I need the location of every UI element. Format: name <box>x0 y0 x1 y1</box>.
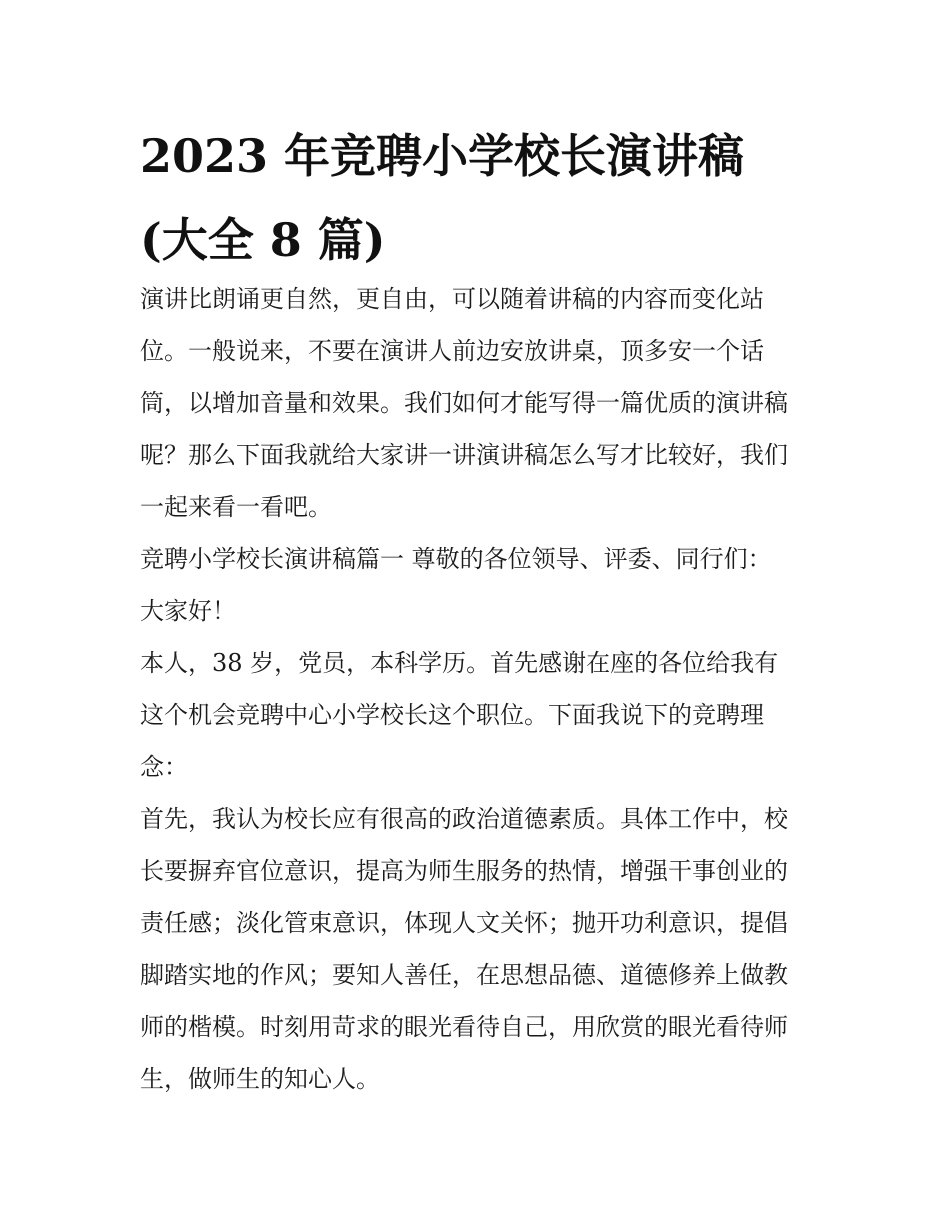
body-line: 生，做师生的知心人。 <box>140 1065 380 1093</box>
title-line-2: (大全 8 篇) <box>140 213 386 267</box>
body-line: 师的楷模。时刻用苛求的眼光看待自己，用欣赏的眼光看待师 <box>140 1013 788 1041</box>
body-line: 大家好！ <box>140 597 236 625</box>
body-line: 首先，我认为校长应有很高的政治道德素质。具体工作中，校 <box>140 805 788 833</box>
body-line: 长要摒弃官位意识，提高为师生服务的热情，增强干事创业的 <box>140 857 788 885</box>
body-line: 一起来看一看吧。 <box>140 493 332 521</box>
body-line: 本人，38 岁，党员，本科学历。首先感谢在座的各位给我有 <box>140 649 779 677</box>
body-line: 呢？那么下面我就给大家讲一讲演讲稿怎么写才比较好，我们 <box>140 441 788 469</box>
body-line: 演讲比朗诵更自然，更自由，可以随着讲稿的内容而变化站 <box>140 285 764 313</box>
body-line: 竞聘小学校长演讲稿篇一 尊敬的各位领导、评委、同行们： <box>140 545 772 573</box>
body-line: 位。一般说来，不要在演讲人前边安放讲桌，顶多安一个话 <box>140 337 764 365</box>
body-line: 责任感；淡化管束意识，体现人文关怀；抛开功利意识，提倡 <box>140 909 788 937</box>
body-line: 脚踏实地的作风；要知人善任，在思想品德、道德修养上做教 <box>140 961 788 989</box>
body-line: 这个机会竞聘中心小学校长这个职位。下面我说下的竞聘理 <box>140 701 764 729</box>
document-body <box>140 273 820 1105</box>
body-line: 筒，以增加音量和效果。我们如何才能写得一篇优质的演讲稿 <box>140 389 788 417</box>
body-line: 念： <box>140 753 188 781</box>
title-line-1: 2023 年竞聘小学校长演讲稿 <box>140 129 745 183</box>
document-title <box>140 114 820 282</box>
